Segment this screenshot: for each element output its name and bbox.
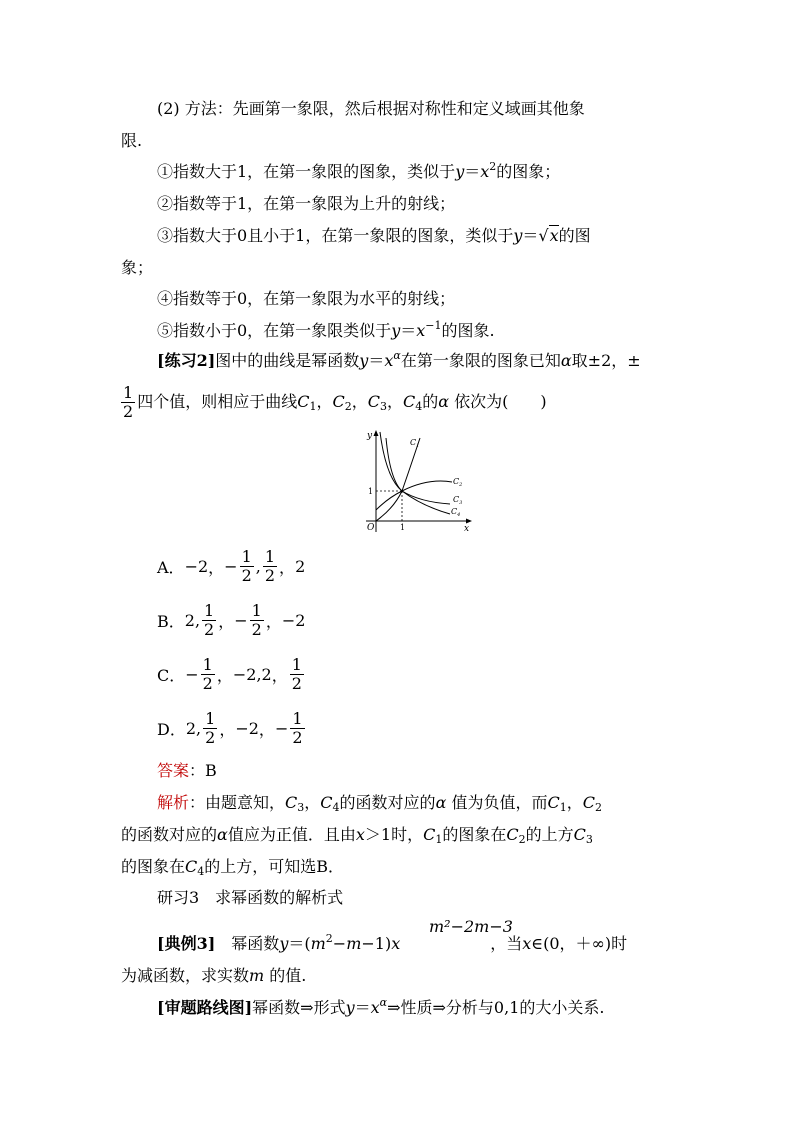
method-item-1: ①指数大于1，在第一象限的图象，类似于$y=x^2$的图象； [157,160,561,181]
label-c4: $C_4$ [451,507,461,518]
method-item-3: ③指数大于0且小于1，在第一象限的图象，类似于y＝√x的图 [157,226,591,245]
x-axis-arrow [466,519,472,524]
label-c1: $C_1$ [410,438,420,449]
curve-c2 [376,481,452,510]
method-item-4: ④指数等于0，在第一象限为水平的射线； [157,289,456,308]
origin-label: O [367,523,375,533]
example-exponent: m²−2m−3 [429,917,513,936]
method-line-1-cont: 限. [121,131,143,150]
y-one-label: 1 [368,487,374,496]
x-one-label: 1 [400,523,406,532]
analysis-line-3: 的图象在$C_4$的上方，可知选B． [121,857,345,878]
method-item-3-cont: 象； [121,258,154,277]
method-item-5: ⑤指数小于0，在第一象限类似于$y=x^{-1}$的图象. [157,319,495,340]
x-axis-label: x [464,524,470,534]
label-c3: $C_3$ [453,495,463,506]
half-fraction: $\frac{1}{2}$ [123,383,134,421]
option-b[interactable]: B． 2 , $\frac{1}{2}$ ， − $\frac{1}{2}$ ， −2 [157,601,306,639]
example-line-1: [典例3] 幂函数$y=(m^2-m-1)x$ ，当x∈(0，＋∞)时 [157,932,628,953]
exercise-line-2: $\frac{1}{2}$ 四个值，则相应于曲线$C_1$，$C_2$，$C_3$，$C_4$的α 依次为( ) [123,383,547,421]
exercise-line-1: [练习2]图中的曲线是幂函数$y=x^\alpha$在第一象限的图象已知α取±2，± [157,349,641,370]
label-c2: $C_2$ [453,477,463,488]
method-item-2: ②指数等于1，在第一象限为上升的射线； [157,194,456,213]
y-axis-arrow [374,430,379,436]
power-function-graph [358,428,478,538]
option-d[interactable]: D． 2 , $\frac{1}{2}$ ， −2 ， − $\frac{1}{2}$ [157,709,303,747]
y-axis-label: y [367,431,373,441]
answer-value: B [205,761,217,780]
option-c[interactable]: C． − $\frac{1}{2}$ ， −2,2 ， $\frac{1}{2}$ [157,655,302,693]
analysis-line-1: 解析：由题意知，$C_3$，$C_4$的函数对应的α 值为负值，而$C_1$，$C_2$ [157,793,602,814]
answer-line: 答案：B [157,761,217,780]
method-line-1: (2) 方法：先画第一象限，然后根据对称性和定义域画其他象 [157,99,585,118]
example-line-2: 为减函数，求实数m 的值. [121,966,307,985]
analysis-label: 解析 [157,793,190,812]
answer-label: 答案 [157,761,190,780]
section-heading: 研习3 求幂函数的解析式 [157,888,344,907]
analysis-line-2: 的函数对应的α值应为正值．且由x＞1时，$C_1$的图象在$C_2$的上方$C_3$ [121,825,593,846]
option-a[interactable]: A． −2 ， − $\frac{1}{2}$ , $\frac{1}{2}$ ， 2 [157,547,306,585]
route-line: [审题路线图]幂函数⇒形式$y=x^\alpha\Rightarrow$性质⇒分析与0,1的大小关系. [157,996,605,1017]
